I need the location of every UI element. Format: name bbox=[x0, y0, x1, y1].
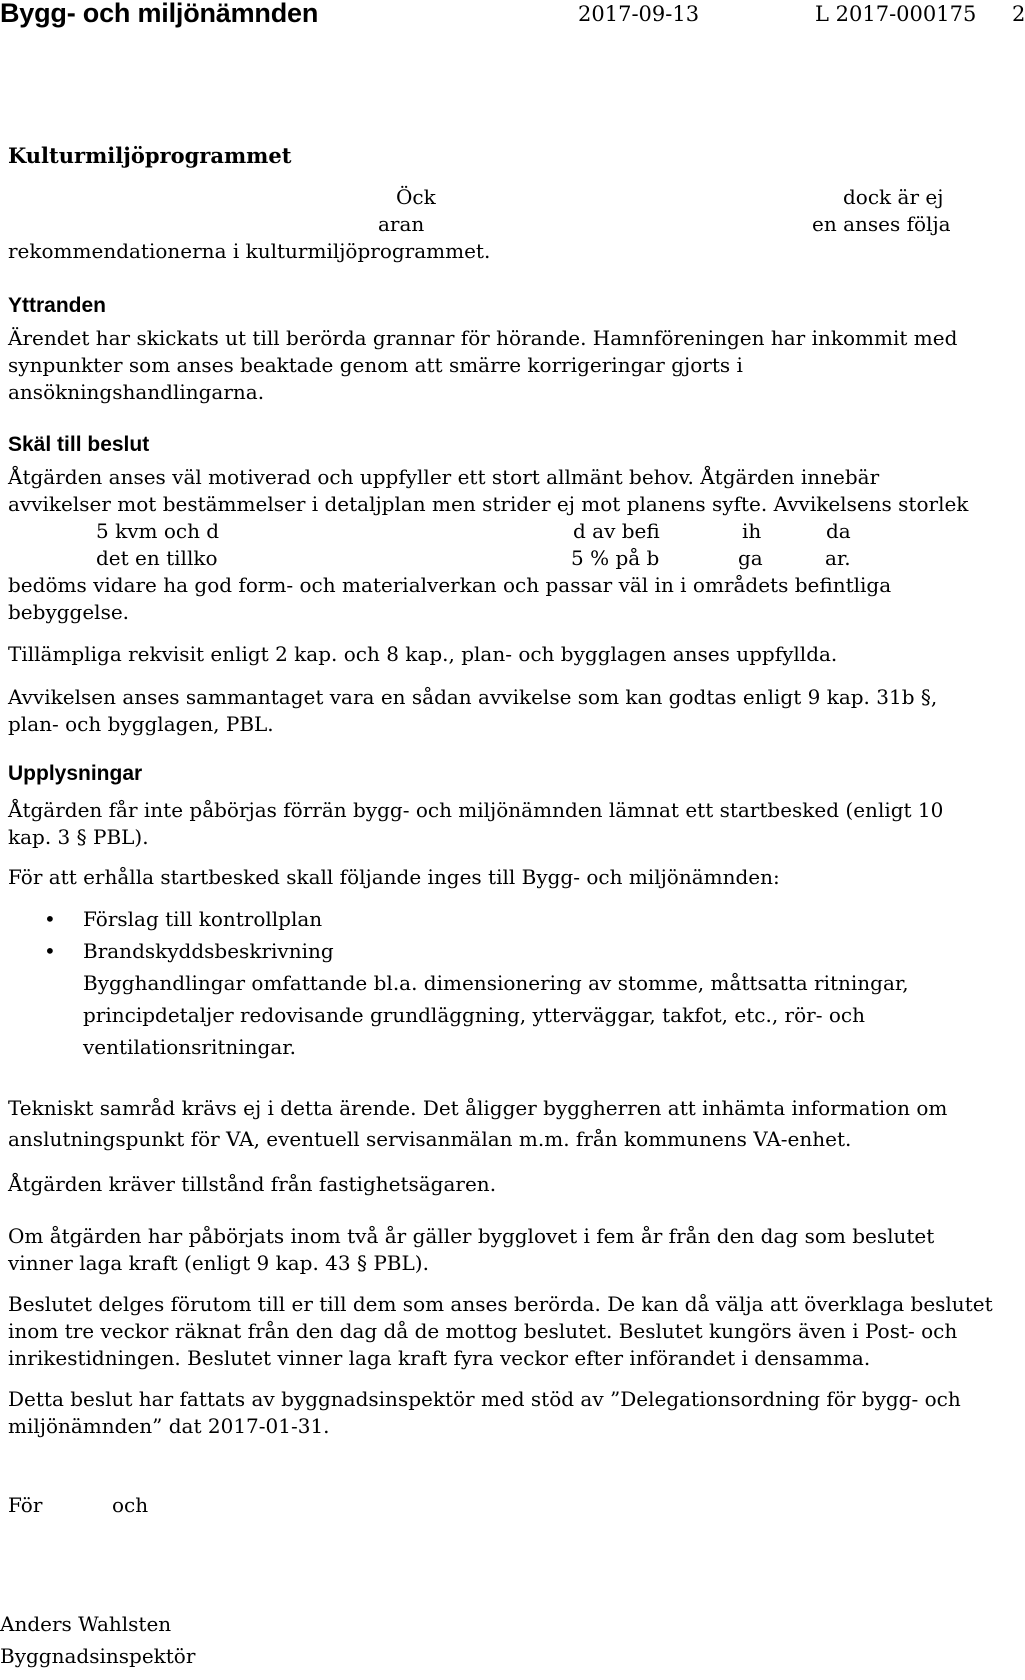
text-line: Avvikelsen anses sammantaget vara en sådan avvikelse som kan godtas enligt 9 kap. 31b §, bbox=[8, 685, 938, 709]
upplysningar-paragraph-2: För att erhålla startbesked skall följande inges till Bygg- och miljönämnden: bbox=[8, 865, 780, 889]
header-case-number: L 2017-000175 bbox=[815, 2, 977, 26]
list-item bbox=[8, 935, 334, 967]
signature-for: För bbox=[8, 1493, 43, 1517]
text-line: plan- och bygglagen, PBL. bbox=[8, 712, 274, 736]
text-line: avvikelser mot bestämmelser i detaljplan men strider ej mot planens syfte. Avvikelsens storlek bbox=[8, 492, 969, 516]
text-line: kap. 3 § PBL). bbox=[8, 825, 149, 849]
text-line: inrikestidningen. Beslutet vinner laga kraft fyra veckor efter införandet i densamma. bbox=[8, 1346, 871, 1370]
skal-paragraph-3 bbox=[8, 684, 1008, 738]
signatory-title: Byggnadsinspektör bbox=[0, 1644, 196, 1668]
text-line: Ärendet har skickats ut till berörda grannar för hörande. Hamnföreningen har inkommit med bbox=[8, 326, 958, 350]
text-line: bedöms vidare ha god form- och materialverkan och passar väl in i områdets befintliga bbox=[8, 573, 892, 597]
requirements-list bbox=[8, 903, 334, 967]
heading-yttranden: Yttranden bbox=[8, 294, 107, 317]
text-line: principdetaljer redovisande grundläggning, ytterväggar, takfot, etc., rör- och bbox=[83, 1003, 865, 1027]
upplysningar-paragraph-5 bbox=[8, 1223, 1008, 1277]
skal-fragment: ih bbox=[742, 519, 762, 543]
signature-och: och bbox=[112, 1493, 149, 1517]
skal-paragraph-1 bbox=[8, 464, 1008, 518]
text-line: vinner laga kraft (enligt 9 kap. 43 § PBL). bbox=[8, 1251, 429, 1275]
text-line: Om åtgärden har påbörjats inom två år gäller bygglovet i fem år från den dag som beslutet bbox=[8, 1224, 935, 1248]
kulturmiljo-text: rekommendationerna i kulturmiljöprogrammet. bbox=[8, 239, 491, 263]
header-page-number: 2 bbox=[1012, 2, 1025, 26]
list-item-label: Förslag till kontrollplan bbox=[83, 907, 323, 931]
heading-kulturmiljoprogrammet: Kulturmiljöprogrammet bbox=[8, 143, 292, 168]
header-date: 2017-09-13 bbox=[578, 2, 700, 26]
text-line: synpunkter som anses beaktade genom att smärre korrigeringar gjorts i bbox=[8, 353, 743, 377]
text-line: Beslutet delges förutom till er till dem som anses berörda. De kan då välja att överklaga beslutet bbox=[8, 1292, 993, 1316]
text-line: inom tre veckor räknat från den dag då de mottog beslutet. Beslutet kungörs även i Post- och bbox=[8, 1319, 958, 1343]
text-line: bebyggelse. bbox=[8, 600, 130, 624]
upplysningar-paragraph-4: Åtgärden kräver tillstånd från fastighetsägaren. bbox=[8, 1172, 497, 1196]
upplysningar-paragraph-1 bbox=[8, 797, 1008, 851]
list-item bbox=[8, 903, 334, 935]
header-organization: Bygg- och miljönämnden bbox=[0, 0, 319, 28]
skal-fragment: 5 % på b bbox=[571, 546, 660, 570]
skal-fragment: ga bbox=[738, 546, 763, 570]
text-line: anslutningspunkt för VA, eventuell servisanmälan m.m. från kommunens VA-enhet. bbox=[8, 1127, 852, 1151]
heading-skal-till-beslut: Skäl till beslut bbox=[8, 433, 150, 456]
list-item-continuation bbox=[83, 967, 909, 1063]
text-line: Detta beslut har fattats av byggnadsinspektör med stöd av ”Delegationsordning för bygg- och bbox=[8, 1387, 961, 1411]
skal-fragment: ar. bbox=[825, 546, 851, 570]
skal-paragraph-1-cont bbox=[8, 572, 1008, 626]
text-line: Tekniskt samråd krävs ej i detta ärende. Det åligger byggherren att inhämta information om bbox=[8, 1096, 948, 1120]
skal-fragment: da bbox=[826, 519, 851, 543]
skal-fragment: 5 kvm och d bbox=[96, 519, 220, 543]
heading-upplysningar: Upplysningar bbox=[8, 762, 143, 785]
text-line: Åtgärden anses väl motiverad och uppfyller ett stort allmänt behov. Åtgärden innebär bbox=[8, 465, 880, 489]
kulturmiljo-fragment: aran bbox=[378, 212, 425, 236]
kulturmiljo-fragment: Öck bbox=[396, 185, 436, 209]
text-line: miljönämnden” dat 2017-01-31. bbox=[8, 1414, 330, 1438]
yttranden-paragraph bbox=[8, 325, 1008, 406]
bullet-icon: • bbox=[44, 939, 56, 963]
upplysningar-paragraph-6 bbox=[8, 1291, 1008, 1372]
skal-paragraph-2: Tillämpliga rekvisit enligt 2 kap. och 8 kap., plan- och bygglagen anses uppfyllda. bbox=[8, 642, 838, 666]
signatory-name: Anders Wahlsten bbox=[0, 1612, 172, 1636]
bullet-icon: • bbox=[44, 907, 56, 931]
kulturmiljo-fragment: en anses följa bbox=[812, 212, 951, 236]
skal-fragment: det en tillko bbox=[96, 546, 218, 570]
skal-fragment: d av befi bbox=[573, 519, 660, 543]
text-line: Åtgärden får inte påbörjas förrän bygg- och miljönämnden lämnat ett startbesked (enligt 10 bbox=[8, 798, 944, 822]
text-line: ansökningshandlingarna. bbox=[8, 380, 265, 404]
kulturmiljo-fragment: dock är ej bbox=[843, 185, 944, 209]
upplysningar-paragraph-3 bbox=[8, 1093, 1008, 1155]
list-item-label: Brandskyddsbeskrivning bbox=[83, 939, 334, 963]
text-line: Bygghandlingar omfattande bl.a. dimensionering av stomme, måttsatta ritningar, bbox=[83, 971, 909, 995]
upplysningar-paragraph-7 bbox=[8, 1386, 1008, 1440]
text-line: ventilationsritningar. bbox=[83, 1035, 296, 1059]
